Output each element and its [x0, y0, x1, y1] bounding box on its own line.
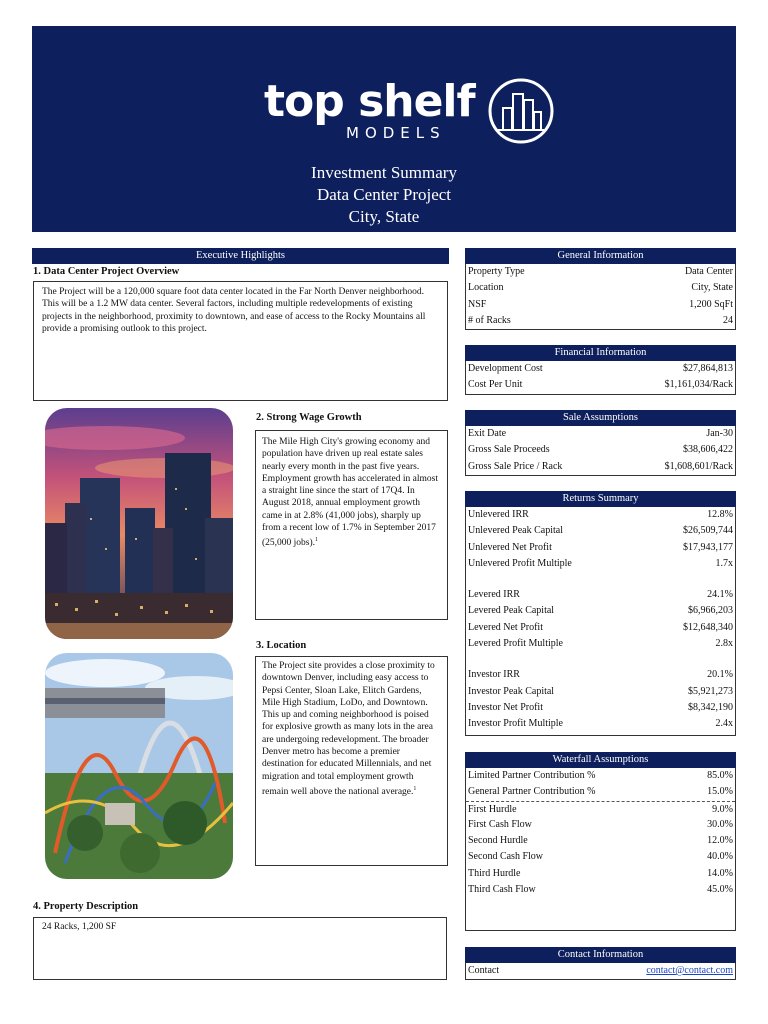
table-row: Investor Profit Multiple 2.4x	[468, 718, 733, 730]
table-row	[466, 963, 735, 979]
location-footnote: 1	[413, 785, 417, 792]
wage-growth-box	[255, 430, 448, 620]
table-row: First Cash Flow 30.0%	[468, 818, 733, 830]
table-row: Second Cash Flow 40.0%	[468, 851, 733, 863]
table-row: Second Hurdle 12.0%	[468, 835, 733, 847]
skyline-image	[45, 408, 233, 639]
location-box	[255, 656, 448, 866]
general-info-table	[465, 264, 736, 330]
park-image	[45, 653, 233, 879]
table-row: Levered IRR 24.1%	[468, 589, 733, 601]
table-row: Unlevered IRR 12.8%	[468, 509, 733, 520]
header-banner	[32, 26, 736, 232]
amusement-park-photo	[45, 653, 233, 879]
table-row: # of Racks 24	[468, 314, 733, 326]
denver-skyline-photo	[45, 408, 233, 639]
waterfall-assumptions-table	[465, 768, 736, 931]
table-row: Unlevered Net Profit $17,943,177	[468, 541, 733, 553]
table-row: NSF 1,200 SqFt	[468, 298, 733, 310]
contact-info-header: Contact Information	[465, 947, 736, 963]
financial-info-table	[465, 361, 736, 395]
project-name: Data Center Project	[316, 185, 452, 204]
table-row: Levered Peak Capital $6,966,203	[468, 605, 733, 617]
waterfall-assumptions-header: Waterfall Assumptions	[465, 752, 736, 768]
table-row: Exit Date Jan-30	[468, 428, 733, 439]
wage-footnote: 1	[315, 537, 319, 544]
project-location: City, State	[348, 207, 420, 226]
sale-assumptions-table	[465, 426, 736, 476]
logo-wordmark: top shelf	[264, 76, 475, 127]
wage-growth-text: The Mile High City's growing economy and population have driven up real estate sales nearly every month in the past five years. Employment growth has accelerated in almost a straight line since the start of 17Q4. In August 2018, annual employment growth came in at 2.8% (41,000 jobs), sharply up from a recent low of 1.7% in September 2017 (25,000 jobs).$^1$	[262, 437, 438, 549]
table-row: Property Type Data Center	[468, 266, 733, 277]
table-row: Investor IRR 20.1%	[468, 669, 733, 681]
table-row: Investor Peak Capital $5,921,273	[468, 685, 733, 697]
property-description-box	[33, 917, 447, 980]
table-row: Third Hurdle 14.0%	[468, 867, 733, 879]
table-row: Levered Net Profit $12,648,340	[468, 621, 733, 633]
location-text: The Project site provides a close proximity to downtown Denver, including easy access to Pepsi Center, Sloan Lake, Elitch Gardens, Mile High Stadium, LoDo, and Downtown. This up and coming neighborhood is poised for explosive growth as many lots in the area are undergoing redevelopment. The broader Denver metro has become a premier destination for educated Millennials, and net migration and total employment growth remain well above the national average.$^1$	[262, 661, 435, 798]
contact-label: Contact	[468, 965, 500, 976]
document-title: Investment Summary	[311, 163, 457, 182]
table-row: Investor Net Profit $8,342,190	[468, 701, 733, 713]
overview-title: 1. Data Center Project Overview	[33, 266, 180, 277]
table-row: Levered Profit Multiple 2.8x	[468, 638, 733, 650]
contact-email-link[interactable]: contact@contact.com	[646, 965, 733, 976]
financial-info-header: Financial Information	[465, 345, 736, 361]
table-row: Unlevered Peak Capital $26,509,744	[468, 525, 733, 537]
table-row: General Partner Contribution % 15.0%	[468, 786, 733, 798]
table-row: First Hurdle 9.0%	[466, 801, 735, 817]
table-row: Location City, State	[468, 282, 733, 294]
table-row: Unlevered Profit Multiple 1.7x	[468, 557, 733, 569]
executive-highlights-header: Executive Highlights	[32, 248, 449, 264]
table-row: Development Cost $27,864,813	[468, 363, 733, 374]
wage-growth-title: 2. Strong Wage Growth	[256, 412, 362, 423]
general-info-header: General Information	[465, 248, 736, 264]
table-row: Limited Partner Contribution % 85.0%	[468, 770, 733, 781]
property-description-text: 24 Racks, 1,200 SF	[42, 922, 117, 932]
table-row: Gross Sale Proceeds $38,606,422	[468, 444, 733, 456]
table-row: Cost Per Unit $1,161,034/Rack	[468, 379, 733, 391]
buildings-logo-icon	[486, 76, 556, 146]
overview-text: The Project will be a 120,000 square foot data center located in the Far North Denver neighborhood. This will be a 1.2 MW data center. Several factors, including multiple redevelopments of existing projects in the neighborhood, proximity to downtown, and ease of access to the Rocky Mountains all provide a promising outlook to this project.	[42, 287, 426, 334]
returns-summary-header: Returns Summary	[465, 491, 736, 507]
company-logo	[264, 76, 564, 172]
location-title: 3. Location	[256, 640, 307, 651]
returns-summary-table	[465, 507, 736, 736]
table-row: Third Cash Flow 45.0%	[468, 884, 733, 896]
logo-subtitle: MODELS	[346, 124, 446, 142]
contact-info-table	[465, 963, 736, 980]
overview-box	[33, 281, 448, 401]
sale-assumptions-header: Sale Assumptions	[465, 410, 736, 426]
banner-titles	[32, 162, 736, 228]
table-row: Gross Sale Price / Rack $1,608,601/Rack	[468, 460, 733, 472]
property-description-title: 4. Property Description	[33, 901, 139, 912]
